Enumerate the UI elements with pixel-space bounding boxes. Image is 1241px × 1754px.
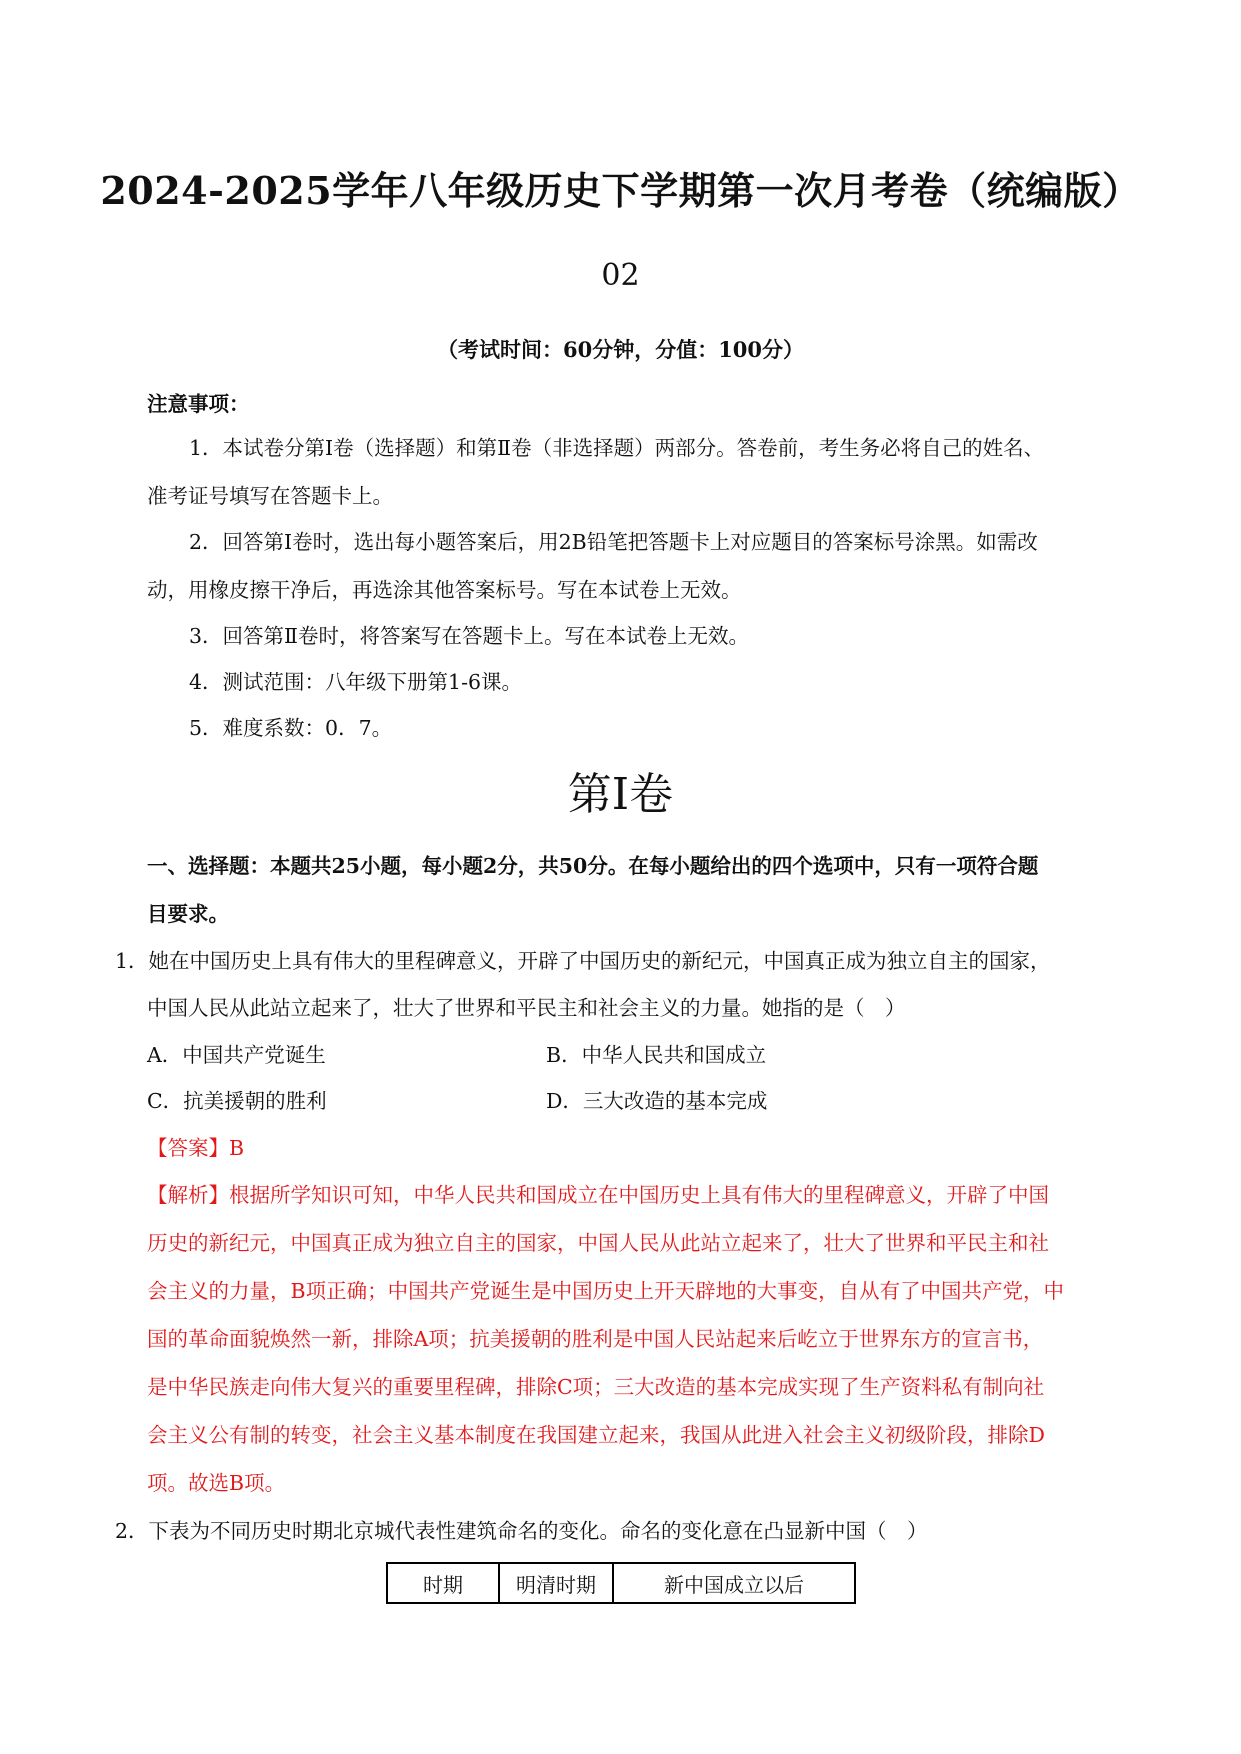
notice-line: 动，用橡皮擦干净后，再选涂其他答案标号。写在本试卷上无效。 — [147, 578, 742, 602]
exam-info: （考试时间：60分钟，分值：100分） — [436, 337, 805, 362]
notice-line: 4．测试范围：八年级下册第1-6课。 — [189, 670, 523, 694]
notice-heading: 注意事项： — [147, 392, 250, 416]
option-c: C．抗美援朝的胜利 — [147, 1089, 327, 1113]
question-stem: 2．下表为不同历史时期北京城代表性建筑命名的变化。命名的变化意在凸显新中国（ ） — [115, 1519, 928, 1543]
notice-line: 2．回答第Ⅰ卷时，选出每小题答案后，用2B铅笔把答题卡上对应题目的答案标号涂黑。如需改 — [189, 530, 1038, 554]
table-row — [387, 1563, 855, 1603]
notice-line: 1．本试卷分第Ⅰ卷（选择题）和第Ⅱ卷（非选择题）两部分。答卷前，考生务必将自己的姓名、 — [189, 436, 1045, 460]
analysis-line: 会主义的力量，B项正确；中国共产党诞生是中国历史上开天辟地的大事变，自从有了中国共产党，中 — [147, 1279, 1065, 1303]
option-b: B．中华人民共和国成立 — [546, 1043, 767, 1067]
table-header-cell: 时期 — [387, 1563, 499, 1603]
analysis-line: 【解析】根据所学知识可知，中华人民共和国成立在中国历史上具有伟大的里程碑意义，开辟了中国 — [147, 1183, 1049, 1207]
answer: 【答案】B — [147, 1136, 245, 1160]
analysis-line: 国的革命面貌焕然一新，排除A项；抗美援朝的胜利是中国人民站起来后屹立于世界东方的宣言书， — [147, 1327, 1044, 1351]
part-heading: 目要求。 — [147, 902, 229, 926]
page-title: 2024-2025学年八年级历史下学期第一次月考卷（统编版） — [100, 168, 1141, 213]
section-title: 第Ⅰ卷 — [567, 769, 674, 820]
option-a: A．中国共产党诞生 — [147, 1043, 326, 1067]
table-header-cell: 明清时期 — [499, 1563, 613, 1603]
table-header-cell: 新中国成立以后 — [613, 1563, 855, 1603]
analysis-line: 是中华民族走向伟大复兴的重要里程碑，排除C项；三大改造的基本完成实现了生产资料私有制向社 — [147, 1375, 1045, 1399]
analysis-line: 会主义公有制的转变，社会主义基本制度在我国建立起来，我国从此进入社会主义初级阶段，排除D — [147, 1423, 1045, 1447]
question-stem: 中国人民从此站立起来了，壮大了世界和平民主和社会主义的力量。她指的是（ ） — [147, 996, 906, 1020]
notice-line: 5．难度系数：0．7。 — [189, 716, 393, 740]
analysis-line: 历史的新纪元，中国真正成为独立自主的国家，中国人民从此站立起来了，壮大了世界和平民主和社 — [147, 1231, 1049, 1255]
page-subtitle: 02 — [601, 258, 640, 293]
question-stem: 1．她在中国历史上具有伟大的里程碑意义，开辟了中国历史的新纪元，中国真正成为独立自主的国家， — [115, 949, 1051, 973]
option-d: D．三大改造的基本完成 — [546, 1089, 768, 1113]
notice-line: 3．回答第Ⅱ卷时，将答案写在答题卡上。写在本试卷上无效。 — [189, 624, 749, 648]
notice-line: 准考证号填写在答题卡上。 — [147, 484, 393, 508]
part-heading: 一、选择题：本题共25小题，每小题2分，共50分。在每小题给出的四个选项中，只有一项符合题 — [147, 854, 1039, 878]
analysis-line: 项。故选B项。 — [147, 1471, 286, 1495]
period-table — [386, 1562, 856, 1604]
